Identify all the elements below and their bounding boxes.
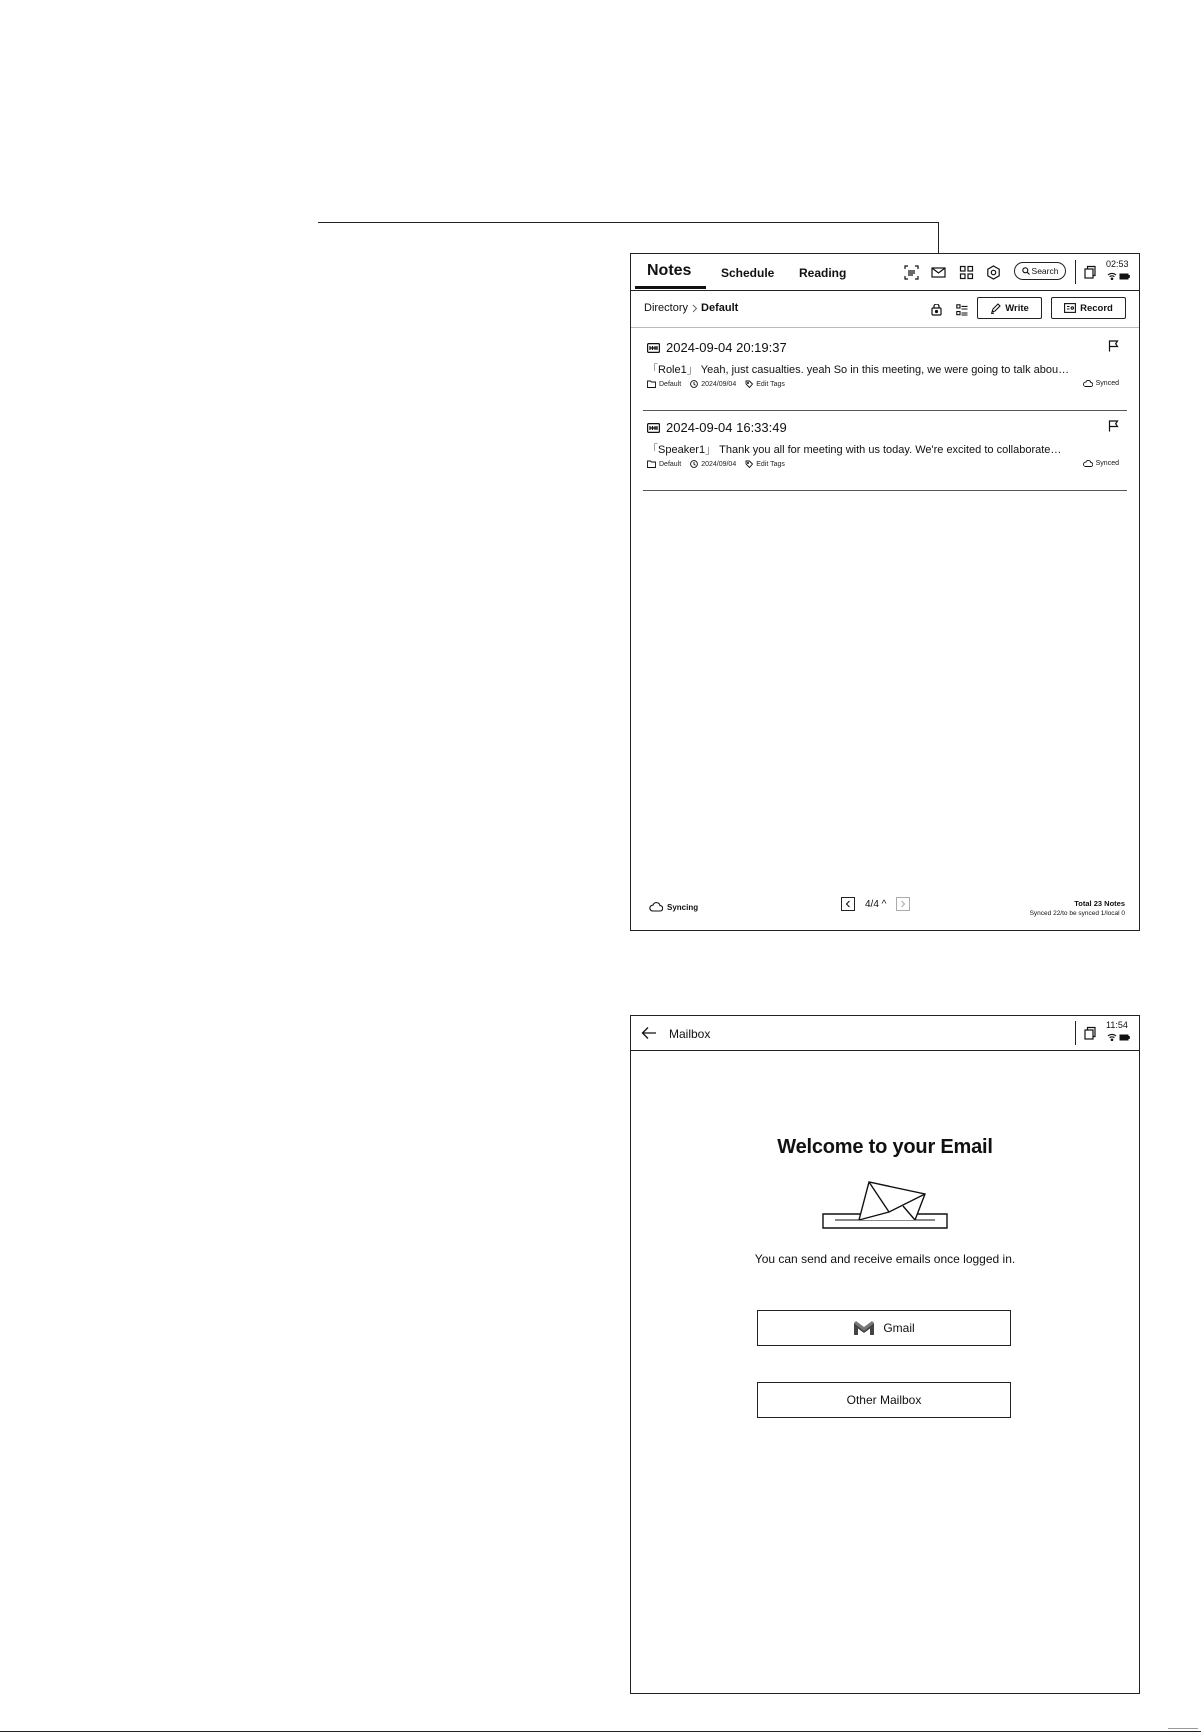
note-folder[interactable]: Default xyxy=(647,380,681,388)
callout-line xyxy=(318,222,939,223)
note-folder[interactable]: Default xyxy=(647,460,681,468)
page-divider xyxy=(0,1731,1201,1732)
note-sync-status: Synced xyxy=(1083,460,1119,467)
gmail-button[interactable] xyxy=(757,1310,1011,1346)
mail-description: You can send and receive emails once logged in. xyxy=(754,1252,1016,1266)
list-view-icon[interactable] xyxy=(956,304,968,316)
cloud-icon xyxy=(649,902,663,912)
mailbox-screen xyxy=(630,1015,1140,1694)
lock-icon[interactable] xyxy=(931,304,942,316)
status-icons xyxy=(1107,1033,1130,1041)
page-title: Mailbox xyxy=(669,1027,711,1041)
note-preview: 「Role1」 Yeah, just casualties. yeah So in this meeting, we were going to talk abou… xyxy=(647,364,1070,376)
status-time: 02:53 xyxy=(1106,259,1129,269)
apps-icon[interactable] xyxy=(959,265,974,280)
note-meta xyxy=(647,460,785,468)
cloud-icon xyxy=(1083,380,1093,387)
pen-icon xyxy=(990,303,1001,314)
cloud-icon xyxy=(1083,460,1093,467)
status-time: 11:54 xyxy=(1106,1020,1128,1030)
total-notes: Total 23 Notes xyxy=(1074,899,1125,908)
breadcrumb xyxy=(644,302,738,314)
scan-icon[interactable] xyxy=(904,265,919,280)
breadcrumb-current: Default xyxy=(701,302,739,314)
wifi-icon xyxy=(1107,1033,1117,1041)
tab-reading[interactable]: Reading xyxy=(799,266,847,280)
battery-icon xyxy=(1119,1034,1130,1041)
edit-tags-link[interactable]: Edit Tags xyxy=(745,460,785,468)
status-icons xyxy=(1107,272,1130,280)
top-bar xyxy=(631,1016,1139,1051)
pagination xyxy=(841,897,910,911)
divider xyxy=(1075,1021,1076,1045)
recording-icon xyxy=(647,423,660,433)
tab-notes[interactable]: Notes xyxy=(647,262,692,279)
other-mailbox-button[interactable] xyxy=(757,1382,1011,1418)
search-label: Search xyxy=(1031,266,1059,276)
record-label: Record xyxy=(1080,302,1113,314)
gmail-icon xyxy=(853,1320,875,1336)
record-button[interactable] xyxy=(1051,297,1126,319)
top-bar xyxy=(631,254,1139,291)
divider xyxy=(1075,260,1076,284)
write-label: Write xyxy=(1005,302,1029,314)
envelope-illustration xyxy=(821,1176,949,1232)
prev-page-button[interactable] xyxy=(841,897,855,911)
tab-schedule[interactable]: Schedule xyxy=(721,266,775,280)
edit-tags-link[interactable]: Edit Tags xyxy=(745,380,785,388)
gmail-label: Gmail xyxy=(883,1321,915,1335)
record-icon xyxy=(1064,303,1076,313)
settings-icon[interactable] xyxy=(986,265,1001,280)
next-page-button[interactable] xyxy=(896,897,910,911)
note-title-text: 2024-09-04 20:19:37 xyxy=(666,340,787,355)
wifi-icon xyxy=(1107,272,1117,280)
note-title xyxy=(647,340,787,355)
note-title xyxy=(647,420,787,435)
back-arrow-icon[interactable] xyxy=(641,1026,657,1040)
note-item[interactable] xyxy=(643,330,1127,411)
note-date: 2024/09/04 xyxy=(690,460,736,468)
search-button[interactable] xyxy=(1014,262,1066,280)
search-icon xyxy=(1022,267,1030,275)
other-mailbox-label: Other Mailbox xyxy=(846,1393,922,1407)
flag-icon[interactable] xyxy=(1108,420,1119,432)
recording-icon xyxy=(647,343,660,353)
page-indicator[interactable]: 4/4 ^ xyxy=(865,898,887,910)
note-sync-status: Synced xyxy=(1083,380,1119,387)
flag-icon[interactable] xyxy=(1108,340,1119,352)
folder-icon xyxy=(647,380,656,388)
chevron-right-icon xyxy=(691,304,698,313)
note-date: 2024/09/04 xyxy=(690,380,736,388)
note-title-text: 2024-09-04 16:33:49 xyxy=(666,420,787,435)
active-tab-indicator xyxy=(635,286,706,289)
clock-icon xyxy=(690,460,698,468)
note-totals xyxy=(1030,899,1125,917)
sync-summary: Synced 22/to be synced 1/local 0 xyxy=(1029,910,1125,917)
chevron-right-icon xyxy=(900,900,906,908)
mail-icon[interactable] xyxy=(931,265,946,280)
divider xyxy=(631,327,1139,328)
multitask-icon[interactable] xyxy=(1083,1026,1098,1041)
folder-icon xyxy=(647,460,656,468)
note-preview: 「Speaker1」 Thank you all for meeting with us today. We're excited to collaborate… xyxy=(647,444,1062,456)
chevron-left-icon xyxy=(845,900,851,908)
welcome-heading: Welcome to your Email xyxy=(777,1136,993,1158)
tag-icon xyxy=(745,460,753,468)
multitask-icon[interactable] xyxy=(1083,265,1098,280)
clock-icon xyxy=(690,380,698,388)
tag-icon xyxy=(745,380,753,388)
sync-status[interactable]: Syncing xyxy=(649,902,698,912)
note-meta xyxy=(647,380,785,388)
breadcrumb-root[interactable]: Directory xyxy=(644,302,689,314)
note-item[interactable] xyxy=(643,410,1127,491)
write-button[interactable] xyxy=(977,297,1042,319)
battery-icon xyxy=(1119,273,1130,280)
notes-screen xyxy=(630,253,1140,931)
